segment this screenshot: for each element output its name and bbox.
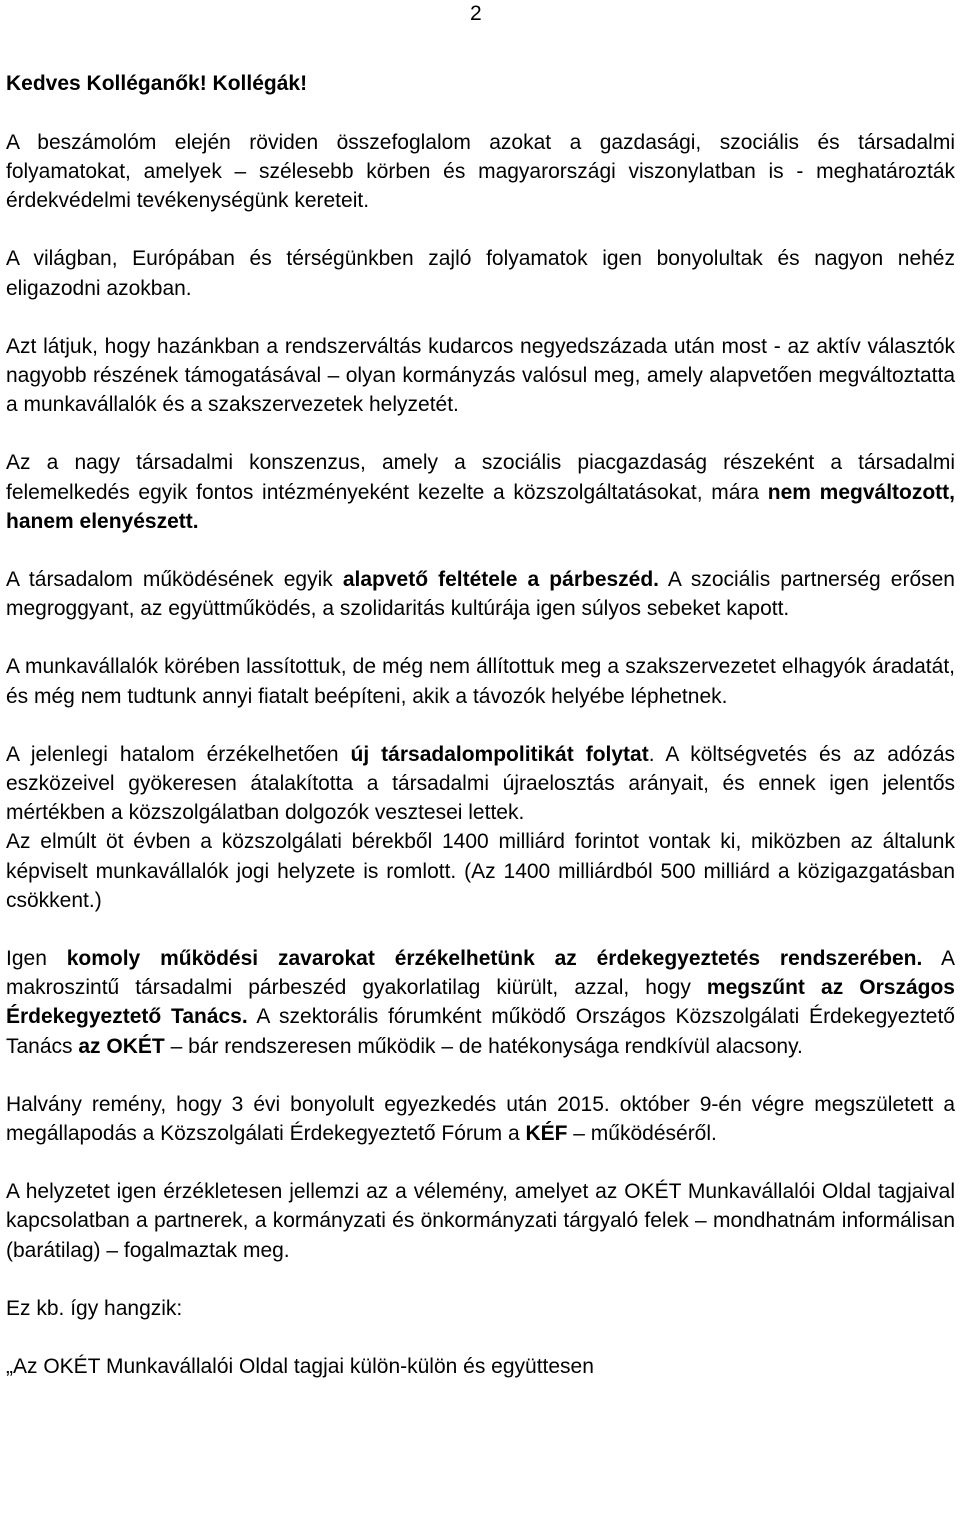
- paragraph-9-bold-2: megszűnt az Országos Érdekegyeztető Tanács.: [6, 976, 955, 1029]
- paragraph-4-text: Az a nagy társadalmi konszenzus, amely a szociális piacgazdaság részeként a társadalmi felemelkedés egyik fontos intézményeként kezelte a közszolgáltatásokat, mára: [6, 451, 955, 504]
- paragraph-13: „Az OKÉT Munkavállalói Oldal tagjai külön-külön és együttesen: [6, 1355, 594, 1378]
- paragraph-9-bold-1: komoly működési zavarokat érzékelhetünk az érdekegyeztetés rendszerében.: [66, 946, 923, 970]
- paragraph-7-bold: új társadalompolitikát folytat: [350, 742, 649, 766]
- paragraph-10-bold: KÉF: [525, 1121, 568, 1145]
- paragraph-5: [6, 565, 955, 623]
- paragraph-1: A beszámolóm elején röviden összefoglalom azokat a gazdasági, szociális és társadalmi folyamatokat, amelyek – szélesebb körben és magyarországi viszonylatban is - meghatározták érdekvédelmi tevékenységünk kereteit.: [6, 130, 955, 213]
- paragraph-5-text-2: A szociális partnerség erősen megroggyant, az együttműködés, a szolidaritás kultúrája igen súlyos sebeket kapott.: [6, 567, 955, 621]
- paragraph-12: Ez kb. így hangzik:: [6, 1296, 183, 1320]
- paragraph-9-text-3: A szektorális fórumként működő Országos Közszolgálati Érdekegyeztető Tanács: [6, 1005, 955, 1058]
- paragraph-2: A világban, Európában és térségünkben zajló folyamatok igen bonyolultak és nagyon nehéz eligazodni azokban.: [6, 247, 955, 300]
- paragraph-7: [6, 740, 955, 828]
- paragraph-6: A munkavállalók körében lassítottuk, de még nem állítottuk meg a szakszervezetet elhagyók áradatát, és még nem tudtunk annyi fiatalt beépíteni, akik a távozók helyébe léphetnek.: [6, 655, 955, 708]
- paragraph-5-text-1: A társadalom működésének egyik: [6, 567, 343, 591]
- paragraph-9-text-2: A makroszintű társadalmi párbeszéd gyakorlatilag kiürült, azzal, hogy: [6, 946, 955, 1000]
- paragraph-9-text-1: Igen: [6, 946, 67, 970]
- paragraph-8: Az elmúlt öt évben a közszolgálati bérekből 1400 milliárd forintot vontak ki, miközben az általunk képviselt munkavállalók jogi helyzete is romlott. (Az 1400 milliárdból 500 milliárd a közigazgatásban csökkent.): [6, 830, 955, 912]
- document-body: [6, 69, 955, 1381]
- page-number: 2: [470, 2, 482, 25]
- paragraph-7-text-1: A jelenlegi hatalom érzékelhetően: [6, 742, 351, 766]
- greeting: Kedves Kolléganők! Kollégák!: [6, 72, 308, 95]
- paragraph-5-bold: alapvető feltétele a párbeszéd.: [342, 567, 660, 591]
- paragraph-9-text-4: – bár rendszeresen működik – de hatékonysága rendkívül alacsony.: [164, 1034, 803, 1058]
- paragraph-3: Azt látjuk, hogy hazánkban a rendszerváltás kudarcos negyedszázada után most - az aktív választók nagyobb részének támogatásával – olyan kormányzás valósul meg, amely alapvetően megváltoztatta a munkavállalók és a szakszervezetek helyzetét.: [6, 334, 955, 417]
- paragraph-9-bold-3: az OKÉT: [78, 1034, 165, 1058]
- paragraph-10: [6, 1090, 955, 1148]
- paragraph-7-text-2: . A költségvetés és az adózás eszközeivel gyökeresen átalakította a társadalmi újraelosztás arányait, és ennek igen jelentős mértékben a közszolgálatban dolgozók vesztesei lettek.: [6, 742, 955, 825]
- paragraph-4: [6, 448, 955, 536]
- paragraph-9: [6, 944, 955, 1061]
- paragraph-10-text-2: – működéséről.: [567, 1121, 717, 1145]
- paragraph-10-text: Halvány remény, hogy 3 évi bonyolult egyezkedés után 2015. október 9-én végre megszületett a megállapodás a Közszolgálati Érdekegyeztető Fórum a: [6, 1092, 955, 1145]
- paragraph-11: A helyzetet igen érzékletesen jellemzi az a vélemény, amelyet az OKÉT Munkavállalói Oldal tagjaival kapcsolatban a partnerek, a kormányzati és önkormányzati tárgyaló felek – mondhatnám informálisan (barátilag) – fogalmaztak meg.: [6, 1180, 955, 1262]
- paragraph-4-bold: nem megváltozott, hanem elenyészett.: [6, 480, 955, 533]
